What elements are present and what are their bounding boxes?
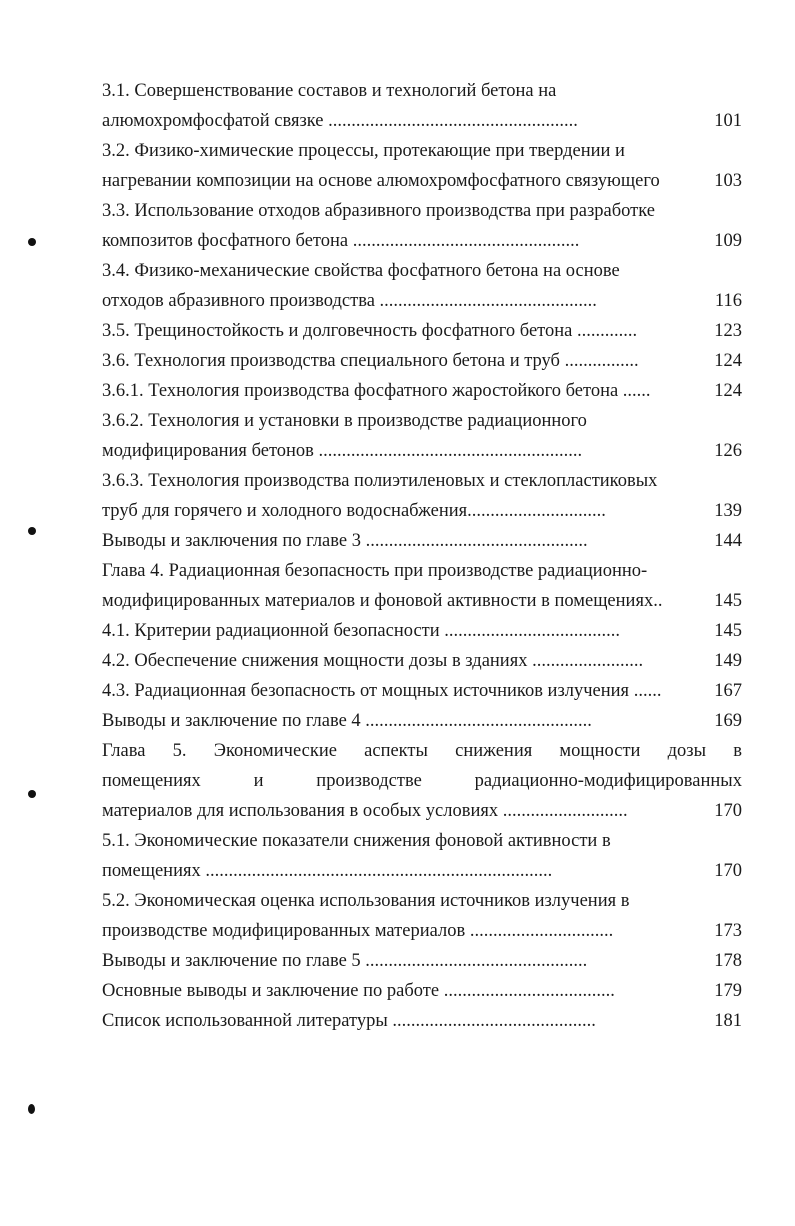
toc-page-number: 149 (714, 651, 742, 671)
toc-entry-line (102, 736, 742, 766)
toc-entry-line (102, 586, 742, 616)
toc-entry-line (102, 826, 742, 856)
toc-entry-line (102, 286, 742, 316)
toc-entry-text: 3.5. Трещиностойкость и долговечность фосфатного бетона ............. (102, 321, 638, 341)
toc-entry-text: помещениях ........................................................................... (102, 861, 553, 881)
toc-entry-line (102, 436, 742, 466)
toc-page-number: 170 (714, 801, 742, 821)
toc-entry-line (102, 226, 742, 256)
toc-page-number: 101 (714, 111, 742, 131)
toc-entry-text: Выводы и заключение по главе 4 ................................................. (102, 711, 592, 731)
toc-entry-line (102, 556, 742, 586)
toc-entry (102, 346, 742, 376)
toc-page-number: 109 (714, 231, 742, 251)
toc-entry-text: композитов фосфатного бетона ................................................. (102, 231, 580, 251)
toc-page-number: 103 (714, 171, 742, 191)
toc-entry-text: 3.6.1. Технология производства фосфатного жаростойкого бетона ...... (102, 381, 651, 401)
toc-entry-text: 4.2. Обеспечение снижения мощности дозы в зданиях ........................ (102, 651, 644, 671)
toc-entry-text: 3.6. Технология производства специального бетона и труб ................ (102, 351, 639, 371)
toc-entry-text: 3.6.3. Технология производства полиэтиленовых и стеклопластиковых (102, 471, 658, 491)
toc-entry-line (102, 646, 742, 676)
toc-entry-text: алюмохромфосфатой связке ...................................................... (102, 111, 578, 131)
toc-entry-line (102, 346, 742, 376)
toc-entry-text: 3.4. Физико-механические свойства фосфатного бетона на основе (102, 261, 620, 281)
toc-entry (102, 256, 742, 316)
toc-entry (102, 646, 742, 676)
toc-entry-line (102, 466, 742, 496)
toc-entry-text: помещениях и производстве радиационно-модифицированных (102, 771, 742, 791)
toc-entry (102, 676, 742, 706)
toc-page-number: 179 (714, 981, 742, 1001)
toc-entry-text: 5.2. Экономическая оценка использования источников излучения в (102, 891, 630, 911)
toc-entry-text: Список использованной литературы ............................................ (102, 1011, 596, 1031)
toc-entry-text: 4.1. Критерии радиационной безопасности ...................................... (102, 621, 621, 641)
toc-page-number: 178 (714, 951, 742, 971)
toc-entry-line (102, 946, 742, 976)
binding-hole-mark (28, 790, 36, 798)
toc-entry-text: труб для горячего и холодного водоснабжения.............................. (102, 501, 606, 521)
toc-entry-line (102, 196, 742, 226)
toc-entry-text: 3.3. Использование отходов абразивного производства при разработке (102, 201, 655, 221)
toc-entry-line (102, 136, 742, 166)
toc-entry (102, 406, 742, 466)
toc-entry-text: 4.3. Радиационная безопасность от мощных источников излучения ...... (102, 681, 662, 701)
toc-page-number: 181 (714, 1011, 742, 1031)
toc-entry (102, 616, 742, 646)
toc-entry-line (102, 106, 742, 136)
toc-entry-line (102, 76, 742, 106)
toc-entry-line (102, 676, 742, 706)
toc-page-number: 167 (714, 681, 742, 701)
toc-entry-text: 5.1. Экономические показатели снижения фоновой активности в (102, 831, 611, 851)
toc-entry-line (102, 796, 742, 826)
toc-entry-text: Основные выводы и заключение по работе ..................................... (102, 981, 615, 1001)
toc-page-number: 126 (714, 441, 742, 461)
toc-entry (102, 1006, 742, 1036)
toc-entry (102, 136, 742, 196)
toc-entry-text: материалов для использования в особых условиях ........................... (102, 801, 628, 821)
toc-entry (102, 706, 742, 736)
toc-entry (102, 376, 742, 406)
toc-entry (102, 946, 742, 976)
toc-entry (102, 196, 742, 256)
toc-page-number: 145 (714, 591, 742, 611)
toc-entry-text: производстве модифицированных материалов ............................... (102, 921, 614, 941)
toc-entry-line (102, 1006, 742, 1036)
toc-page-number: 123 (714, 321, 742, 341)
toc-entry (102, 316, 742, 346)
toc-entry-line (102, 166, 742, 196)
toc-entry-text: Глава 4. Радиационная безопасность при производстве радиационно- (102, 561, 648, 581)
binding-hole-mark (28, 527, 36, 535)
toc-page-number: 124 (714, 351, 742, 371)
toc-entry-line (102, 886, 742, 916)
toc-page-number: 144 (714, 531, 742, 551)
toc-entry-line (102, 316, 742, 346)
toc-entry-line (102, 376, 742, 406)
toc-entry-text: 3.1. Совершенствование составов и технологий бетона на (102, 81, 557, 101)
toc-entry-text: Глава 5. Экономические аспекты снижения мощности дозы в (102, 741, 742, 761)
toc-entry-line (102, 256, 742, 286)
toc-page-number: 124 (714, 381, 742, 401)
toc-entry-text: 3.6.2. Технология и установки в производстве радиационного (102, 411, 587, 431)
toc-page-number: 173 (714, 921, 742, 941)
toc-page-number: 116 (714, 291, 742, 311)
toc-page-number: 139 (714, 501, 742, 521)
toc-entry (102, 526, 742, 556)
toc-entry-line (102, 526, 742, 556)
toc-entry-line (102, 916, 742, 946)
toc-entry-text: нагревании композиции на основе алюмохромфосфатного связующего (102, 171, 660, 191)
toc-page-number: 145 (714, 621, 742, 641)
toc-entry (102, 976, 742, 1006)
toc-entry-line (102, 856, 742, 886)
toc-entry-text: Выводы и заключение по главе 5 ................................................ (102, 951, 588, 971)
toc-page-number: 169 (714, 711, 742, 731)
binding-hole-mark (28, 1104, 35, 1114)
toc-entry (102, 556, 742, 616)
toc-entry-text: модифицирования бетонов ......................................................... (102, 441, 583, 461)
toc-entry-line (102, 766, 742, 796)
toc-entry (102, 466, 742, 526)
binding-hole-mark (28, 238, 36, 246)
toc-entry-line (102, 706, 742, 736)
toc-entry (102, 886, 742, 946)
toc-entry-line (102, 406, 742, 436)
toc-entry-line (102, 976, 742, 1006)
toc-entry (102, 76, 742, 136)
toc-entry-text: модифицированных материалов и фоновой активности в помещениях.. (102, 591, 663, 611)
toc-entry (102, 736, 742, 826)
toc-entry (102, 826, 742, 886)
toc-entry-text: Выводы и заключения по главе 3 ................................................ (102, 531, 588, 551)
toc-entry-line (102, 496, 742, 526)
toc-entry-text: 3.2. Физико-химические процессы, протекающие при твердении и (102, 141, 625, 161)
toc-entry-text: отходов абразивного производства ............................................... (102, 291, 597, 311)
table-of-contents (102, 76, 742, 1036)
toc-page-number: 170 (714, 861, 742, 881)
toc-entry-line (102, 616, 742, 646)
